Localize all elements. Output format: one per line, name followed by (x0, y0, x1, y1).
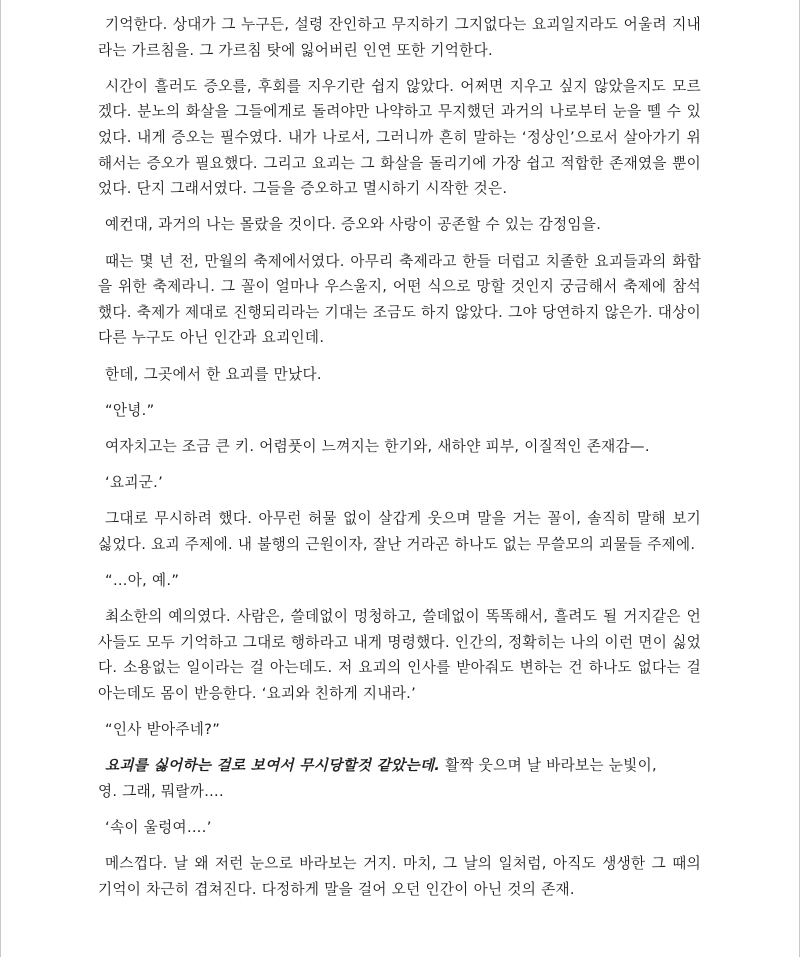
document-body (98, 12, 701, 913)
paragraph: 한데, 그곳에서 한 요괴를 만났다. (105, 365, 322, 383)
emphasis-paragraph (98, 753, 701, 804)
italic-emphasis-text: 요괴를 싫어하는 걸로 보여서 무시당할것 같았는데. (105, 757, 441, 775)
paragraph: 최소한의 예의였다. 사람은, 쓸데없이 멍청하고, 쓸데없이 똑똑해서, 흘려도 될 거지같은 언사들도 모두 기억하고 그대로 행하라고 내게 명령했다. 인간의, 정확히는 나의 이런 면이 싫었다. 소용없는 일이라는 걸 아는데도. 저 요괴의 인사를 받아줘도 변하는 건 하나도 없다는 걸 아는데도 몸이 반응한다. ‘요괴와 친하게 지내라.’ (98, 608, 701, 702)
emphasis-continuation: 영. 그래, 뭐랄까…. (98, 782, 224, 800)
paragraph: 메스껍다. 날 왜 저런 눈으로 바라보는 거지. 마치, 그 날의 일처럼, 아직도 생생한 그 때의 기억이 차근히 겹쳐진다. 다정하게 말을 걸어 오던 인간이 아닌 것의 존재. (98, 855, 701, 898)
paragraph: 예컨대, 과거의 나는 몰랐을 것이다. 증오와 사랑이 공존할 수 있는 감정임을. (105, 216, 602, 234)
paragraph: 시간이 흘러도 증오를, 후회를 지우기란 쉽지 않았다. 어쩌면 지우고 싶지 않았을지도 모르겠다. 분노의 화살을 그들에게로 돌려야만 나약하고 무지했던 과거의 나로부터 눈을 뗄 수 있었다. 내게 증오는 필수였다. 내가 나로서, 그러니까 흔히 말하는 ‘정상인’으로서 살아가기 위해서는 증오가 필요했다. 그리고 요괴는 그 화살을 돌리기에 가장 쉽고 적합한 존재였을 뿐이었다. 단지 그래서였다. 그들을 증오하고 멸시하기 시작한 것은. (98, 77, 701, 198)
thought-line: ‘요괴군.’ (105, 474, 164, 492)
paragraph: 여자치고는 조금 큰 키. 어렴풋이 느껴지는 한기와, 새하얀 피부, 이질적인 존재감—. (105, 437, 650, 455)
thought-line: ‘속이 울렁여….’ (105, 819, 212, 837)
dialogue-line: “안녕.” (105, 401, 155, 419)
paragraph: 때는 몇 년 전, 만월의 축제에서였다. 아무리 축제라고 한들 더럽고 치졸한 요괴들과의 화합을 위한 축제라니. 그 꼴이 얼마나 우스울지, 어떤 식으로 망할 것인지 궁금해서 축제에 참석했다. 축제가 제대로 진행되리라는 기대는 조금도 하지 않았다. 그야 당연하지 않은가. 대상이 다른 누구도 아닌 인간과 요괴인데. (98, 252, 701, 347)
paragraph: 그대로 무시하려 했다. 아무런 허물 없이 살갑게 웃으며 말을 거는 꼴이, 솔직히 말해 보기 싫었다. 요괴 주제에. 내 불행의 근원이자, 잘난 거라곤 하나도 없는 무쓸모의 괴물들 주제에. (98, 510, 701, 553)
dialogue-line: “…아, 예.” (105, 572, 180, 590)
dialogue-line: “인사 받아주네?” (105, 721, 221, 739)
paragraph: 기억한다. 상대가 그 누구든, 설령 잔인하고 무지하기 그지없다는 요괴일지라도 어울려 지내라는 가르침을. 그 가르침 탓에 잃어버린 인연 또한 기억한다. (98, 16, 701, 59)
emphasis-rest-text: 활짝 웃으며 날 바라보는 눈빛이, (440, 757, 657, 775)
